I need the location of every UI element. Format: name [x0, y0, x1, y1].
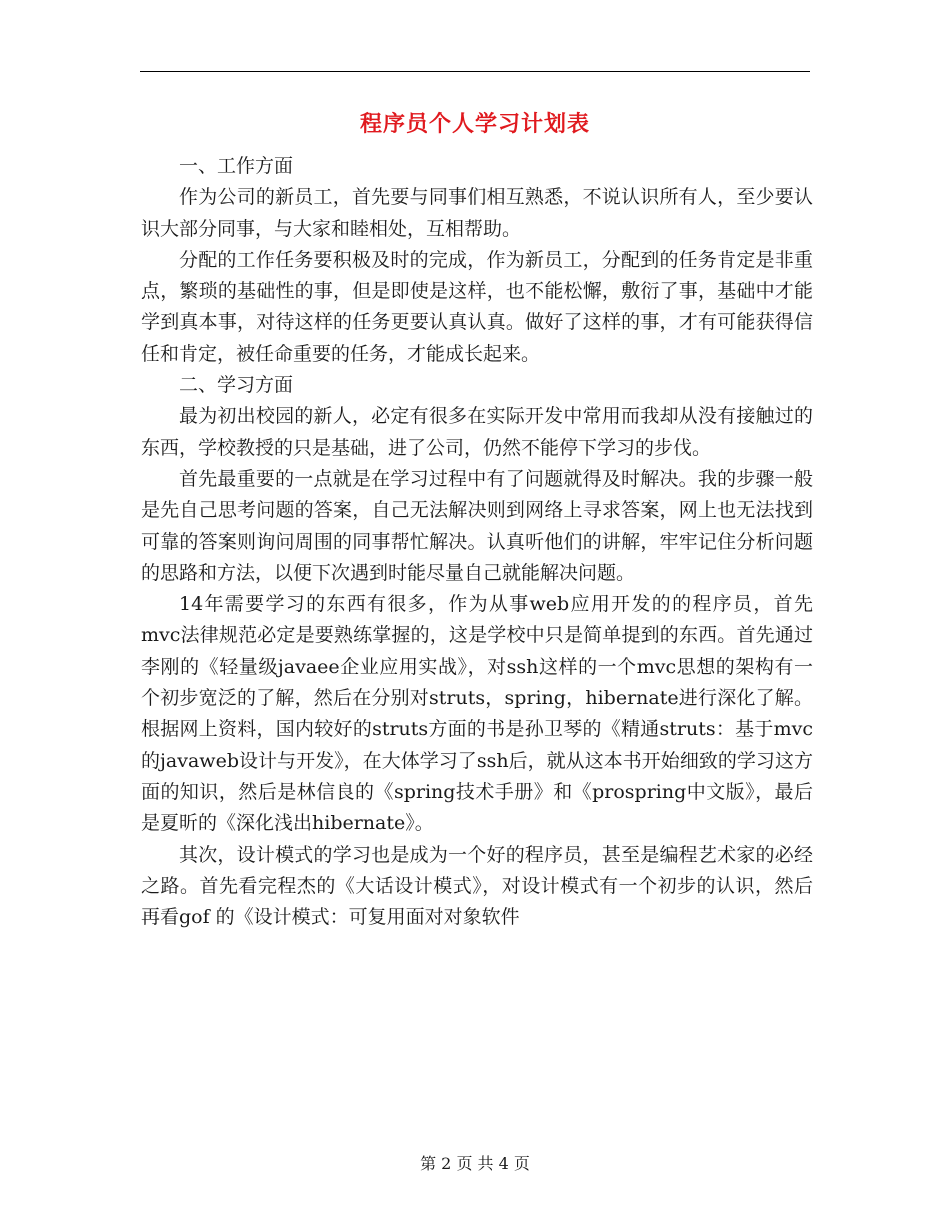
heading-study: 二、学习方面 [179, 374, 294, 397]
header-rule [140, 71, 810, 72]
heading-work: 一、工作方面 [179, 155, 294, 177]
page-title: 程序员个人学习计划表 [359, 111, 590, 137]
page-number-footer: 第 2 页 共 4 页 [420, 1154, 530, 1173]
paragraph-problem-solving: 首先最重要的一点就是在学习过程中有了问题就得及时解决。我的步骤一般是先自己思考问题的答案，自己无法解决则到网络上寻求答案，网上也无法找到可靠的答案则询问周围的同事帮忙解决。认真听他们的讲解，牢牢记住分析问题的思路和方法，以便下次遇到时能尽量自己就能解决问题。 [141, 467, 813, 584]
paragraph-colleagues: 作为公司的新员工，首先要与同事们相互熟悉，不说认识所有人，至少要认识大部分同事，与大家和睦相处，互相帮助。 [141, 186, 813, 240]
paragraph-mvc-study: 14年需要学习的东西有很多，作为从事web应用开发的的程序员，首先mvc法律规范必定是要熟练掌握的，这是学校中只是简单提到的东西。首先通过李刚的《轻量级javaee企业应用实战》，对ssh这样的一个mvc思想的架构有一个初步宽泛的了解，然后在分别对struts，spring，hibernate进行深化了解。根据网上资料，国内较好的struts方面的书是孙卫琴的《精通struts：基于mvc的javaweb设计与开发》，在大体学习了ssh后，就从这本书开始细致的学习这方面的知识，然后是林信良的《spring技术手册》和《prospring中文版》，最后是夏昕的《深化浅出hibernate》。 [141, 593, 813, 835]
paragraph-design-patterns: 其次，设计模式的学习也是成为一个好的程序员，甚至是编程艺术家的必经之路。首先看完程杰的《大话设计模式》，对设计模式有一个初步的认识，然后再看gof 的《设计模式：可复用面对对象软件 [141, 843, 813, 929]
paragraph-tasks: 分配的工作任务要积极及时的完成，作为新员工，分配到的任务肯定是非重点，繁琐的基础性的事，但是即使是这样，也不能松懈，敷衍了事，基础中才能学到真本事，对待这样的任务更要认真认真。做好了这样的事，才有可能获得信任和肯定，被任命重要的任务，才能成长起来。 [141, 248, 813, 365]
paragraph-newcomer: 最为初出校园的新人，必定有很多在实际开发中常用而我却从没有接触过的东西，学校教授的只是基础，进了公司，仍然不能停下学习的步伐。 [141, 405, 813, 459]
document-body [141, 151, 813, 933]
